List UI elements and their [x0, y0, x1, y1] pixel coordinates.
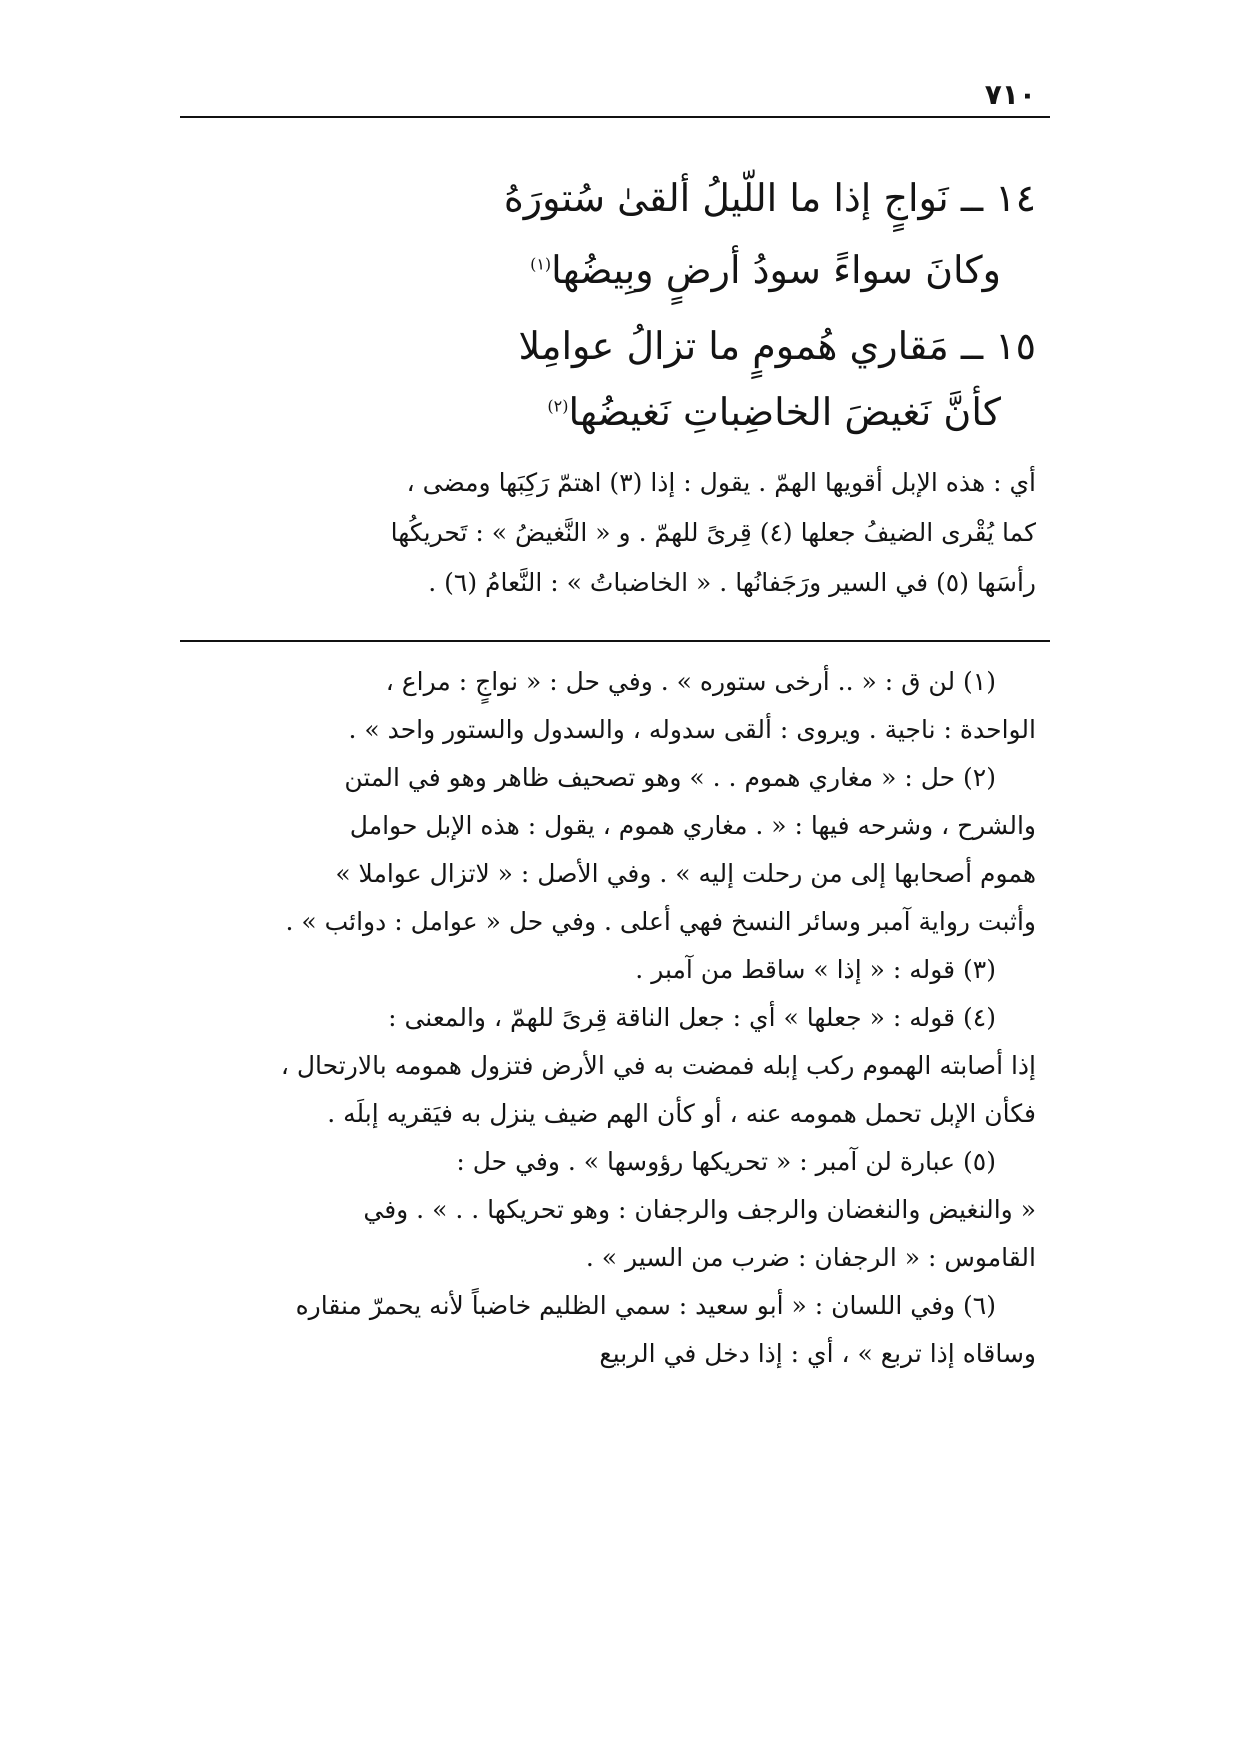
page-number: ٧١٠: [984, 78, 1036, 111]
footnote-1: [180, 658, 1036, 754]
verse-14-first-hemistich: [504, 172, 1036, 224]
footnote-line: « والنغيض والنغضان والرجف والرجفان : وهو تحريكها . . » . وفي: [363, 1195, 1036, 1224]
verse-14-second-hemistich: [530, 244, 1001, 296]
footnote-line: هموم أصحابها إلى من رحلت إليه » . وفي الأصل : « لاتزال عواملا »: [335, 859, 1036, 888]
footnote-line: (٢) حل : « مغاري هموم . . » وهو تصحيف ظاهر وهو في المتن: [344, 763, 996, 792]
header-rule: [180, 116, 1050, 118]
verse-text: ١٤ ــ نَواجٍ إذا ما اللّيلُ ألقىٰ سُتورَهُ: [503, 176, 1036, 220]
footnote-line: والشرح ، وشرحه فيها : « . مغاري هموم ، يقول : هذه الإبل حوامل: [349, 811, 1036, 840]
commentary-paragraph: [180, 458, 1036, 608]
footnote-5: [180, 1138, 1036, 1282]
footnotes: [180, 658, 1036, 1378]
footnote-3: [180, 946, 1036, 994]
footnote-2: [180, 754, 1036, 946]
footnote-line: (٤) قوله : « جعلها » أي : جعل الناقة قِرىً للهمّ ، والمعنى :: [388, 1003, 996, 1032]
footnote-line: إذا أصابته الهموم ركب إبله فمضت به في الأرض فتزول همومه بالارتحال ،: [280, 1051, 1036, 1080]
verse-15-first-hemistich: [518, 320, 1036, 372]
footnote-line: (١) لن ق : « .. أرخى ستوره » . وفي حل : « نواجٍ : مراع ،: [385, 667, 996, 696]
footnote-6: [180, 1282, 1036, 1378]
verse-text: كأنَّ نَغيضَ الخاضِباتِ نَغيضُها: [568, 390, 1001, 434]
footnote-4: [180, 994, 1036, 1138]
footnote-line: القاموس : « الرجفان : ضرب من السير » .: [585, 1243, 1036, 1272]
footnote-marker: (٢): [547, 396, 569, 416]
footnote-marker: (١): [530, 254, 552, 274]
commentary-line: أي : هذه الإبل أقويها الهمّ . يقول : إذا (٣) اهتمّ رَكِبَها ومضى ،: [406, 468, 1036, 497]
footnote-line: وساقاه إذا تربع » ، أي : إذا دخل في الربيع: [599, 1339, 1036, 1368]
commentary-line: رأسَها (٥) في السير ورَجَفانُها . « الخاضباتُ » : النَّعامُ (٦) .: [428, 568, 1036, 597]
footnote-line: وأثبت رواية آمبر وسائر النسخ فهي أعلى . وفي حل « عوامل : دوائب » .: [285, 907, 1036, 936]
verse-text: ١٥ ــ مَقاري هُمومٍ ما تزالُ عوامِلا: [518, 324, 1036, 368]
footnote-line: (٣) قوله : « إذا » ساقط من آمبر .: [635, 955, 996, 984]
footnote-line: (٥) عبارة لن آمبر : « تحريكها رؤوسها » . وفي حل :: [456, 1147, 996, 1176]
footnote-line: فكأن الإبل تحمل همومه عنه ، أو كأن الهم ضيف ينزل به فيَقريه إبلَه .: [327, 1099, 1036, 1128]
footnote-line: (٦) وفي اللسان : « أبو سعيد : سمي الظليم خاضباً لأنه يحمرّ منقاره: [295, 1291, 996, 1320]
footnote-divider: [180, 640, 1050, 642]
commentary-line: كما يُقْرى الضيفُ جعلها (٤) قِرىً للهمّ . و « النَّغيضُ » : تَحريكُها: [390, 518, 1036, 547]
verse-15-second-hemistich: [547, 386, 1001, 438]
footnote-line: الواحدة : ناجية . ويروى : ألقى سدوله ، والسدول والستور واحد » .: [348, 715, 1036, 744]
verse-text: وكانَ سواءً سودُ أرضٍ وبِيضُها: [551, 248, 1001, 292]
